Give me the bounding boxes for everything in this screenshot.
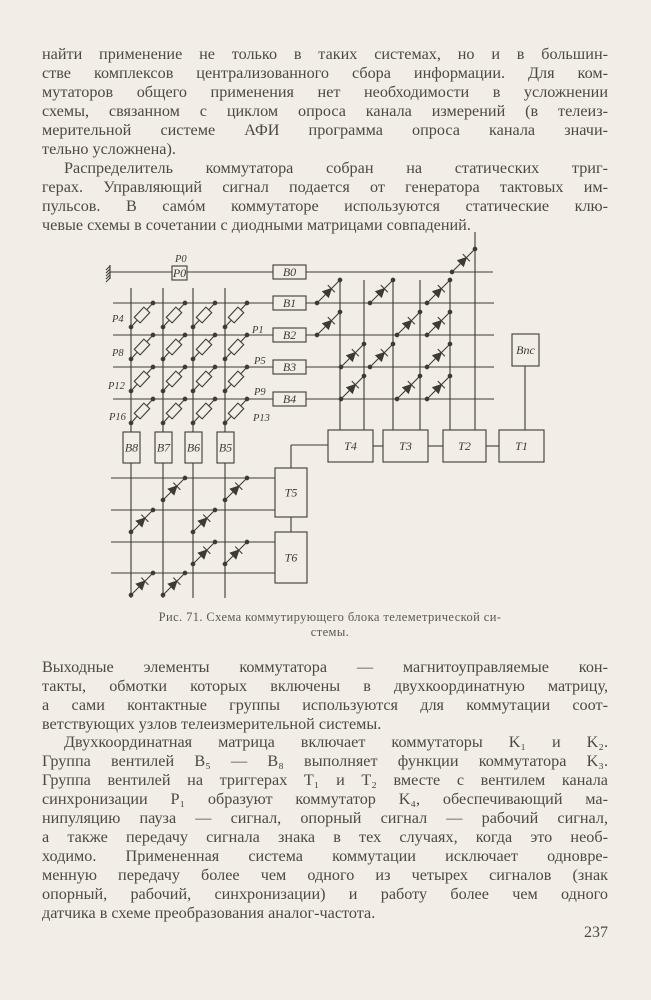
diode-icon [129,508,155,534]
gate-b2-label: B2 [282,328,297,342]
trigger-t4-label: T4 [344,439,357,453]
diode-icon [450,247,477,274]
gate-b3-label: B3 [282,360,297,374]
paragraph-4 [42,733,608,923]
relay-coil-icon [191,397,217,425]
label-p12: P12 [108,381,125,392]
label-p13: P13 [253,413,270,424]
text-line: датчика в схеме преобразования аналог-частота. [42,904,376,922]
diode-icon [129,571,155,597]
gate-b5-label: B5 [218,440,233,455]
diode-icon [339,342,366,369]
label-p5: P5 [254,356,266,367]
gate-bpc-label: Bпс [516,343,535,357]
relay-coil-icon [223,397,249,425]
diode-icon [223,476,249,502]
text-line: Распределитель коммутатора собран на статических триг- [64,159,608,177]
diode-icon [223,540,249,566]
text-line: стве комплексов централизованного сбора информации. Для ком- [42,64,608,82]
diode-icon [395,374,422,401]
relay-coil-icon [129,333,155,361]
text-line: мутаторов общего применения нет необходимости в усложнении [42,83,608,101]
trigger-t5-label: T5 [284,485,298,500]
text-line: нипуляцию пауза — сигнал, опорный сигнал — рабочий сигнал, [42,809,608,827]
text-line: мерительной системе АФИ программа опроса канала значи- [42,121,608,139]
page-number: 237 [584,924,608,941]
text-line: менную передачу более чем одного из четырех сигналов (знак [42,866,608,884]
relay-p0-label: P0 [172,266,187,280]
relay-coil-icon [129,301,155,329]
relay-coil-icon [161,333,187,361]
relay-coil-icon [223,333,249,361]
relay-coil-icon [161,397,187,425]
trigger-t3-label: T3 [399,439,412,453]
paragraph-3 [42,658,608,734]
diode-icon [425,342,452,369]
diode-icon [339,374,366,401]
diode-icon [395,310,422,337]
text-line: Двухкоординатная матрица включает коммутаторы K₁ и K₂. [64,733,608,751]
label-p9: P9 [254,387,266,398]
gate-b1-label: B1 [282,296,297,310]
relay-matrix [129,301,249,425]
text-line: чевые схемы в сочетании с диодными матрицами совпадений. [42,216,471,234]
text-line: а также передачу сигнала знака в тех случаях, когда это необ- [42,828,608,846]
diagram-blocks [123,265,544,583]
diode-icon [425,374,452,401]
text-line: пульсов. В самóм коммутаторе используются статические клю- [42,197,608,215]
trigger-t6-label: T6 [284,550,298,565]
relay-coil-icon [223,365,249,393]
diode-icon [191,508,217,534]
diode-icon [161,476,187,502]
gate-b8-label: B8 [124,440,139,455]
diode-icon [425,278,452,305]
label-p1: P1 [252,325,264,336]
relay-coil-icon [129,397,155,425]
diode-icon [191,540,217,566]
text-line: Выходные элементы коммутатора — магнитоуправляемые кон- [42,658,608,676]
diode-icon [425,310,452,337]
relay-coil-icon [223,301,249,329]
diode-icon [315,310,342,337]
relay-coil-icon [129,365,155,393]
text-line: Группа вентилей B₅ — B₈ выполняет функции коммутатора K₃. [42,752,608,770]
text-line: герах. Управляющий сигнал подается от генератора тактовых им- [42,178,608,196]
relay-coil-icon [191,365,217,393]
relay-coil-icon [161,301,187,329]
diode-icon [368,342,395,369]
text-line: синхронизации P₁ образуют коммутатор K₄, обеспечивающий ма- [42,790,608,808]
trigger-t2-label: T2 [458,439,471,453]
gate-b0-label: B0 [282,265,297,279]
label-p0: P0 [175,254,187,265]
label-p4: P4 [112,314,124,325]
text-line: а сами контактные группы используются для коммутации соот- [42,696,608,714]
diode-icon [161,571,187,597]
text-line: схемы, связанном с циклом опроса канала измерений (в телеиз- [42,102,608,120]
text-line: ветствующих узлов телеизмерительной системы. [42,715,382,733]
text-line: такты, обмотки которых включены в двухкоординатную матрицу, [42,677,608,695]
relay-coil-icon [161,365,187,393]
diode-icon [315,278,342,305]
caption-line-1: Рис. 71. Схема коммутирующего блока телеметрической си- [158,610,502,624]
text-line: тельно усложнена). [42,140,176,158]
diode-icon [368,278,395,305]
gate-b7-label: B7 [156,440,171,455]
figure-caption [100,610,560,640]
text-line: ходимо. Примененная система коммутации исключает одновре- [42,847,608,865]
text-line: Группа вентилей на триггерах T₁ и T₂ вместе с вентилем канала [42,771,608,789]
text-line: опорный, рабочий, синхронизации) и работу более чем одного [42,885,608,903]
text-line: найти применение не только в таких системах, но и в большин- [42,45,608,63]
trigger-t1-label: T1 [515,439,528,453]
relay-coil-icon [191,333,217,361]
caption-line-2: стемы. [310,625,350,639]
relay-coil-icon [191,301,217,329]
gate-b6-label: B6 [186,440,201,455]
label-p16: P16 [109,412,126,423]
gate-b4-label: B4 [282,392,297,406]
label-p8: P8 [112,348,124,359]
